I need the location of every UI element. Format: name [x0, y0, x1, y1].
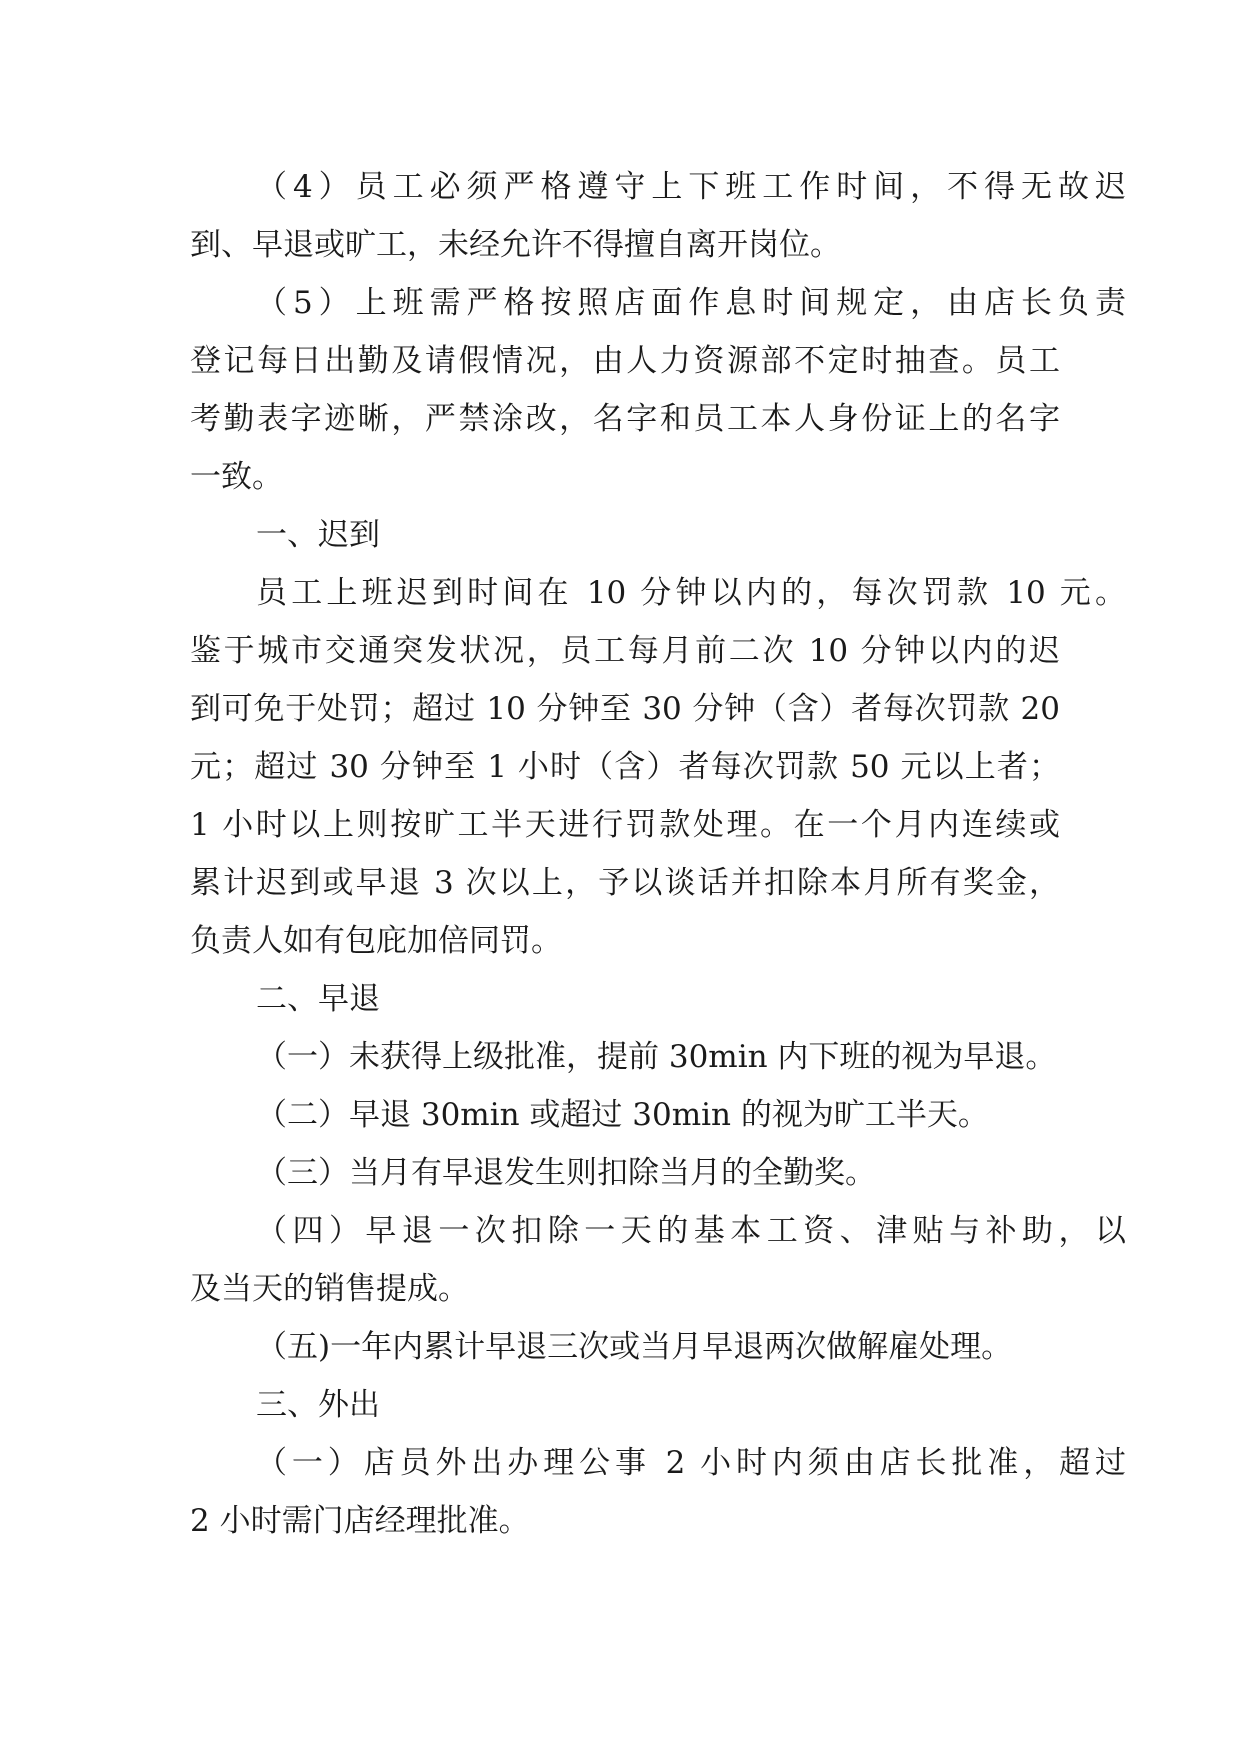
list-item: （二）早退 30min 或超过 30min 的视为旷工半天。: [256, 1097, 989, 1133]
paragraph-line: 负责人如有包庇加倍同罚。: [190, 923, 562, 959]
paragraph-line: （5）上班需严格按照店面作息时间规定，由店长负责: [256, 285, 1126, 321]
section-heading: 二、早退: [256, 981, 380, 1017]
section-heading: 一、迟到: [256, 517, 380, 553]
paragraph-line: 员工上班迟到时间在 10 分钟以内的，每次罚款 10 元。: [256, 575, 1126, 611]
list-item: （一）未获得上级批准，提前 30min 内下班的视为早退。: [256, 1039, 1057, 1075]
document-body: [190, 158, 1126, 1550]
paragraph-line: 登记每日出勤及请假情况，由人力资源部不定时抽查。员工: [190, 343, 1060, 379]
paragraph-line: 1 小时以上则按旷工半天进行罚款处理。在一个月内连续或: [190, 807, 1060, 843]
paragraph-line: 元；超过 30 分钟至 1 小时（含）者每次罚款 50 元以上者；: [190, 749, 1060, 785]
paragraph-line: 到、早退或旷工，未经允许不得擅自离开岗位。: [190, 227, 841, 263]
paragraph-line: 累计迟到或早退 3 次以上，予以谈话并扣除本月所有奖金，: [190, 865, 1060, 901]
list-item: （四）早退一次扣除一天的基本工资、津贴与补助，以: [256, 1213, 1126, 1249]
paragraph-line: 到可免于处罚；超过 10 分钟至 30 分钟（含）者每次罚款 20: [190, 691, 1060, 727]
paragraph-line: 2 小时需门店经理批准。: [190, 1503, 530, 1539]
paragraph-line: 考勤表字迹晰，严禁涂改，名字和员工本人身份证上的名字: [190, 401, 1060, 437]
list-item: （五)一年内累计早退三次或当月早退两次做解雇处理。: [256, 1329, 1013, 1365]
paragraph-line: 一致。: [190, 459, 283, 495]
paragraph-line: 鉴于城市交通突发状况，员工每月前二次 10 分钟以内的迟: [190, 633, 1060, 669]
list-item: （一）店员外出办理公事 2 小时内须由店长批准，超过: [256, 1445, 1126, 1481]
paragraph-line: 及当天的销售提成。: [190, 1271, 469, 1307]
paragraph-line: （4）员工必须严格遵守上下班工作时间，不得无故迟: [256, 169, 1126, 205]
section-heading: 三、外出: [256, 1387, 380, 1423]
list-item: （三）当月有早退发生则扣除当月的全勤奖。: [256, 1155, 876, 1191]
